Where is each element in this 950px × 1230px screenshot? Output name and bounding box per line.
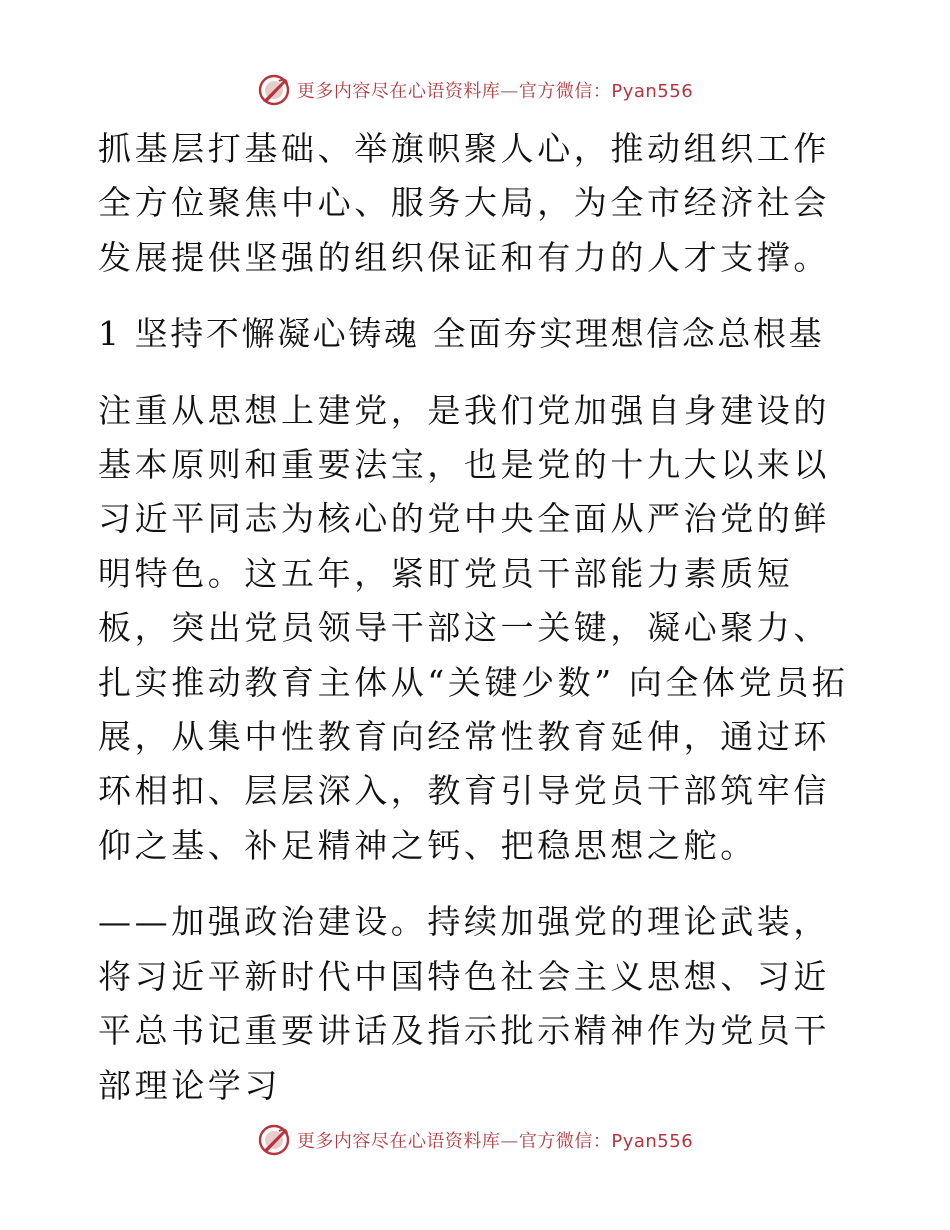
header-watermark [0, 70, 950, 110]
quill-logo-icon [257, 73, 291, 107]
quill-logo-icon [257, 1123, 291, 1157]
paragraph: 注重从思想上建党，是我们党加强自身建设的基本原则和重要法宝，也是党的十九大以来以习近平同志为核心的党中央全面从严治党的鲜明特色。这五年，紧盯党员干部能力素质短板，突出党员领导干部这一关键，凝心聚力、扎实推动教育主体从“关键少数” 向全体党员拓展，从集中性教育向经常性教育延伸，通过环环相扣、层层深入，教育引导党员干部筑牢信仰之基、补足精神之钙、把稳思想之舵。 [98, 390, 849, 865]
watermark-text: 更多内容尽在心语资料库—官方微信：Pyan556 [296, 1131, 694, 1152]
section-heading: 1 坚持不懈凝心铸魂 全面夯实理想信念总根基 [98, 314, 825, 354]
footer-watermark [0, 1120, 950, 1160]
paragraph: ——加强政治建设。持续加强党的理论武装，将习近平新时代中国特色社会主义思想、习近平总书记重要讲话及指示批示精神作为党员干部理论学习 [98, 902, 830, 1105]
paragraph: 抓基层打基础、举旗帜聚人心，推动组织工作全方位聚焦中心、服务大局，为全市经济社会发展提供坚强的组织保证和有力的人才支撑。 [98, 129, 830, 277]
watermark-text: 更多内容尽在心语资料库—官方微信：Pyan556 [296, 81, 694, 102]
document-body [98, 122, 853, 1113]
